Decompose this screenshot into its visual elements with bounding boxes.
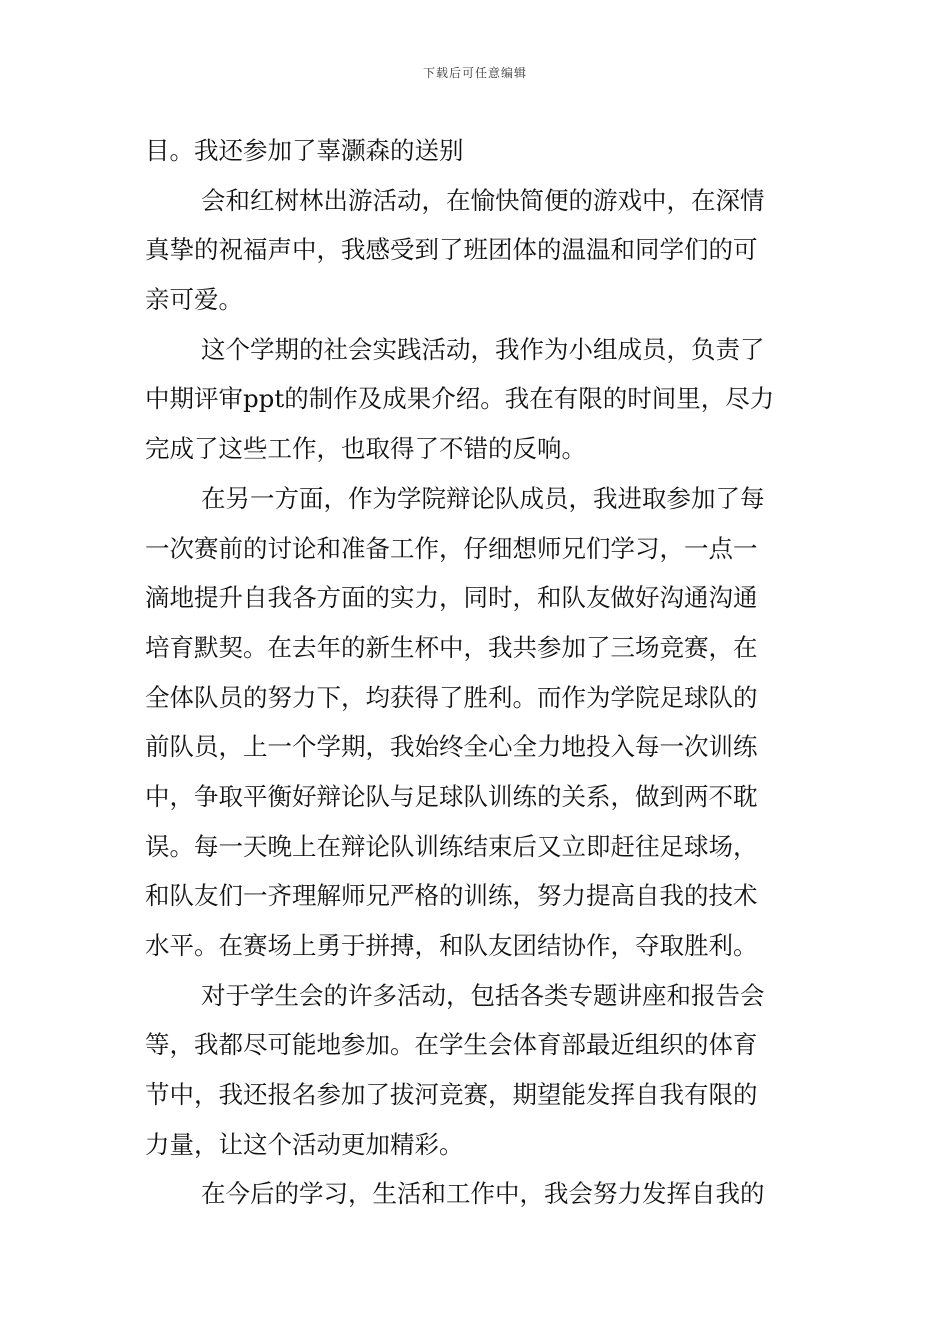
text-line: 水平。在赛场上勇于拼搏，和队友团结协作，夺取胜利。 [145, 931, 758, 960]
text-line: 对于学生会的许多活动，包括各类专题讲座和报告会 [201, 980, 765, 1010]
text-line: 中，争取平衡好辩论队与足球队训练的关系，做到两不耽 [145, 781, 758, 811]
text-line: 在另一方面，作为学院辩论队成员，我进取参加了每 [201, 483, 765, 513]
page-header: 下载后可任意编辑 [422, 66, 527, 80]
text-line: 误。每一天晚上在辩论队训练结束后又立即赶往足球场， [145, 831, 758, 861]
text-line: 完成了这些工作，也取得了不错的反响。 [145, 434, 586, 464]
text-line: 培育默契。在去年的新生杯中，我共参加了三场竞赛，在 [145, 632, 758, 662]
text-line: 节中，我还报名参加了拔河竞赛，期望能发挥自我有限的 [145, 1080, 758, 1110]
text-line: 滴地提升自我各方面的实力，同时，和队友做好沟通沟通 [145, 583, 758, 613]
text-line: 在今后的学习，生活和工作中，我会努力发挥自我的 [201, 1179, 765, 1209]
body-text [145, 126, 815, 1219]
text-line: 这个学期的社会实践活动，我作为小组成员，负责了 [201, 334, 765, 364]
text-line: 全体队员的努力下，均获得了胜利。而作为学院足球队的 [145, 682, 758, 712]
text-line: 一次赛前的讨论和准备工作，仔细想师兄们学习，一点一 [145, 533, 758, 563]
text-line: 等，我都尽可能地参加。在学生会体育部最近组织的体育 [145, 1030, 758, 1060]
text-line: 会和红树林出游活动，在愉快简便的游戏中，在深情 [201, 185, 765, 215]
text-line: 目。我还参加了辜灏森的送别 [145, 136, 464, 165]
text-line: 亲可爱。 [145, 285, 243, 315]
text-line: 中期评审ppt的制作及成果介绍。我在有限的时间里，尽力 [145, 384, 775, 414]
text-line: 和队友们一齐理解师兄严格的训练，努力提高自我的技术 [145, 881, 758, 911]
text-line: 真挚的祝福声中，我感受到了班团体的温温和同学们的可 [145, 235, 758, 265]
text-line: 前队员，上一个学期，我始终全心全力地投入每一次训练 [145, 732, 758, 762]
text-line: 力量，让这个活动更加精彩。 [145, 1129, 464, 1159]
